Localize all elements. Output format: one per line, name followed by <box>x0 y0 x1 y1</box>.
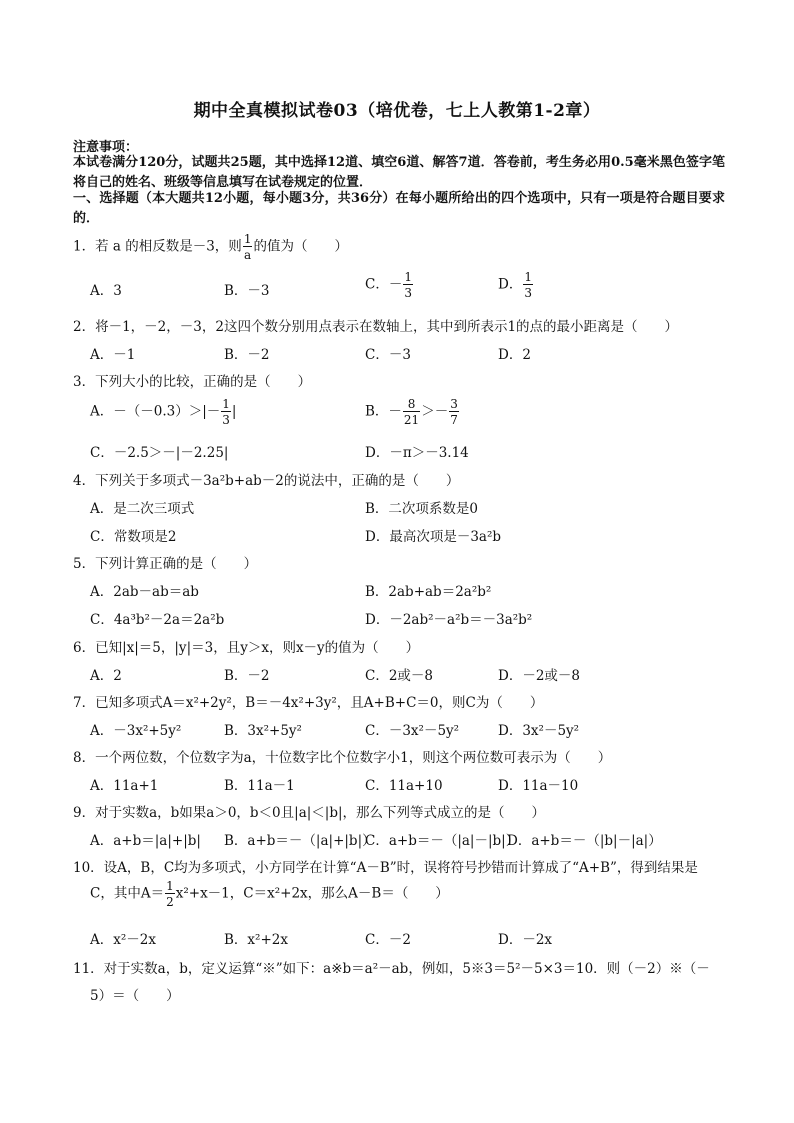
q5-option-a[interactable]: A．2ab－ab＝ab <box>90 584 199 600</box>
q1-option-b[interactable]: B．－3 <box>224 283 270 299</box>
q6-option-b[interactable]: B．－2 <box>224 668 270 684</box>
q6-option-a[interactable]: A．2 <box>90 668 122 684</box>
q1-option-d[interactable]: D． $\frac{1}{3}$ <box>498 270 532 300</box>
q8-option-c[interactable]: C．11a+10 <box>365 778 443 794</box>
q5-option-b[interactable]: B．2ab+ab＝2a²b² <box>365 584 492 600</box>
q9-option-c[interactable]: C．a+b＝－（|a|－|b|） <box>365 833 520 849</box>
q5-option-d[interactable]: D．－2ab²－a²b＝－3a²b² <box>365 612 533 628</box>
q10-option-d[interactable]: D．－2x <box>498 932 553 948</box>
question-9: 9．对于实数a，b如果a＞0，b＜0且|a|＜|b|，那么下列等式成立的是（ ） <box>73 805 546 821</box>
q2-option-c[interactable]: C．－3 <box>365 347 411 363</box>
question-11-line-1: 11．对于实数a，b，定义运算“※”如下：a※b＝a²－ab，例如，5※3＝5²－5×3＝10．则（－2）※（－ <box>73 961 710 977</box>
question-7: 7．已知多项式A＝x²+2y²，B＝－4x²+3y²，且A+B+C＝0，则C为（ ） <box>73 695 544 711</box>
q4-option-d[interactable]: D．最高次项是－3a²b <box>365 529 502 545</box>
q4-option-b[interactable]: B．二次项系数是0 <box>365 501 479 517</box>
q2-option-b[interactable]: B．－2 <box>224 347 270 363</box>
q7-option-d[interactable]: D．3x²－5y² <box>498 723 580 739</box>
notice-heading: 注意事项： <box>73 140 139 155</box>
question-11-line-2: 5）＝（ ） <box>90 988 180 1004</box>
q10-option-a[interactable]: A．x²－2x <box>90 932 156 948</box>
question-4: 4．下列关于多项式－3a²b+ab－2的说法中，正确的是（ ） <box>73 473 460 489</box>
q3-option-d[interactable]: D．－π＞－3.14 <box>365 445 469 461</box>
q10-option-b[interactable]: B．x²+2x <box>224 932 288 948</box>
q8-option-b[interactable]: B．11a－1 <box>224 778 295 794</box>
fraction: $\frac{1}{a}$ <box>243 232 252 262</box>
question-8: 8．一个两位数，个位数字为a，十位数字比个位数字小1，则这个两位数可表示为（ ） <box>73 750 612 766</box>
question-5: 5．下列计算正确的是（ ） <box>73 556 258 572</box>
q5-option-c[interactable]: C．4a³b²－2a＝2a²b <box>90 612 225 628</box>
q7-option-b[interactable]: B．3x²+5y² <box>224 723 302 739</box>
q1-option-c[interactable]: C．－ $\frac{1}{3}$ <box>365 270 412 300</box>
section-heading: 一、选择题（本大题共12小题，每小题3分，共36分）在每小题所给出的四个选项中，只有一项是符合题目要求的． <box>73 191 725 226</box>
q6-option-d[interactable]: D．－2或－8 <box>498 668 581 684</box>
q9-option-a[interactable]: A．a+b＝|a|+|b| <box>90 833 201 849</box>
q6-option-c[interactable]: C．2或－8 <box>365 668 434 684</box>
fraction: $\frac{3}{7}$ <box>450 397 458 427</box>
q2-option-a[interactable]: A．－1 <box>90 347 136 363</box>
question-10-line-2: C，其中A＝ $\frac{1}{2}$ x²+x－1，C＝x²+2x，那么A－B＝（ ） <box>90 879 449 909</box>
q3-option-a[interactable]: A．－（－0.3）＞|－ $\frac{1}{3}$ | <box>90 397 237 427</box>
q4-option-c[interactable]: C．常数项是2 <box>90 529 177 545</box>
q2-option-d[interactable]: D．2 <box>498 347 531 363</box>
fraction: $\frac{1}{3}$ <box>222 397 230 427</box>
q4-option-a[interactable]: A．是二次三项式 <box>90 501 195 517</box>
page-title: 期中全真模拟试卷03（培优卷，七上人教第1-2章） <box>193 101 601 121</box>
q10-option-c[interactable]: C．－2 <box>365 932 411 948</box>
question-6: 6．已知|x|＝5，|y|＝3，且y＞x，则x－y的值为（ ） <box>73 640 420 656</box>
question-1: 1．若 a 的相反数是－3，则 $\frac{1}{a}$ 的值为（ ） <box>73 232 348 262</box>
question-10-line-1: 10．设A，B，C均为多项式，小方同学在计算“A－B”时，误将符号抄错而计算成了“A+B”，得到结果是 <box>73 860 698 876</box>
q7-option-a[interactable]: A．－3x²+5y² <box>90 723 182 739</box>
question-3: 3．下列大小的比较，正确的是（ ） <box>73 374 312 390</box>
fraction: $\frac{8}{21}$ <box>403 397 420 427</box>
notice-text: 本试卷满分120分，试题共25题，其中选择12道、填空6道、解答7道．答卷前，考生务必用0.5毫米黑色签字笔将自己的姓名、班级等信息填写在试卷规定的位置． <box>73 155 725 190</box>
fraction: $\frac{1}{2}$ <box>166 879 174 909</box>
q7-option-c[interactable]: C．－3x²－5y² <box>365 723 460 739</box>
question-1-stem: 1．若 a 的相反数是－3，则 <box>73 238 242 255</box>
fraction: $\frac{1}{3}$ <box>524 270 532 300</box>
q3-option-b[interactable]: B．－ $\frac{8}{21}$ ＞－ $\frac{3}{7}$ <box>365 397 458 427</box>
q9-option-b[interactable]: B．a+b＝－（|a|+|b|） <box>224 833 376 849</box>
q8-option-a[interactable]: A．11a+1 <box>90 778 159 794</box>
q9-option-d[interactable]: D．a+b＝－（|b|－|a|） <box>507 833 662 849</box>
question-2: 2．将－1，－2，－3，2这四个数分别用点表示在数轴上，其中到所表示1的点的最小距离是（ ） <box>73 319 679 335</box>
q8-option-d[interactable]: D．11a－10 <box>498 778 579 794</box>
q1-option-a[interactable]: A．3 <box>90 283 122 299</box>
fraction: $\frac{1}{3}$ <box>404 270 412 300</box>
q3-option-c[interactable]: C．－2.5＞－|－2.25| <box>90 445 229 461</box>
